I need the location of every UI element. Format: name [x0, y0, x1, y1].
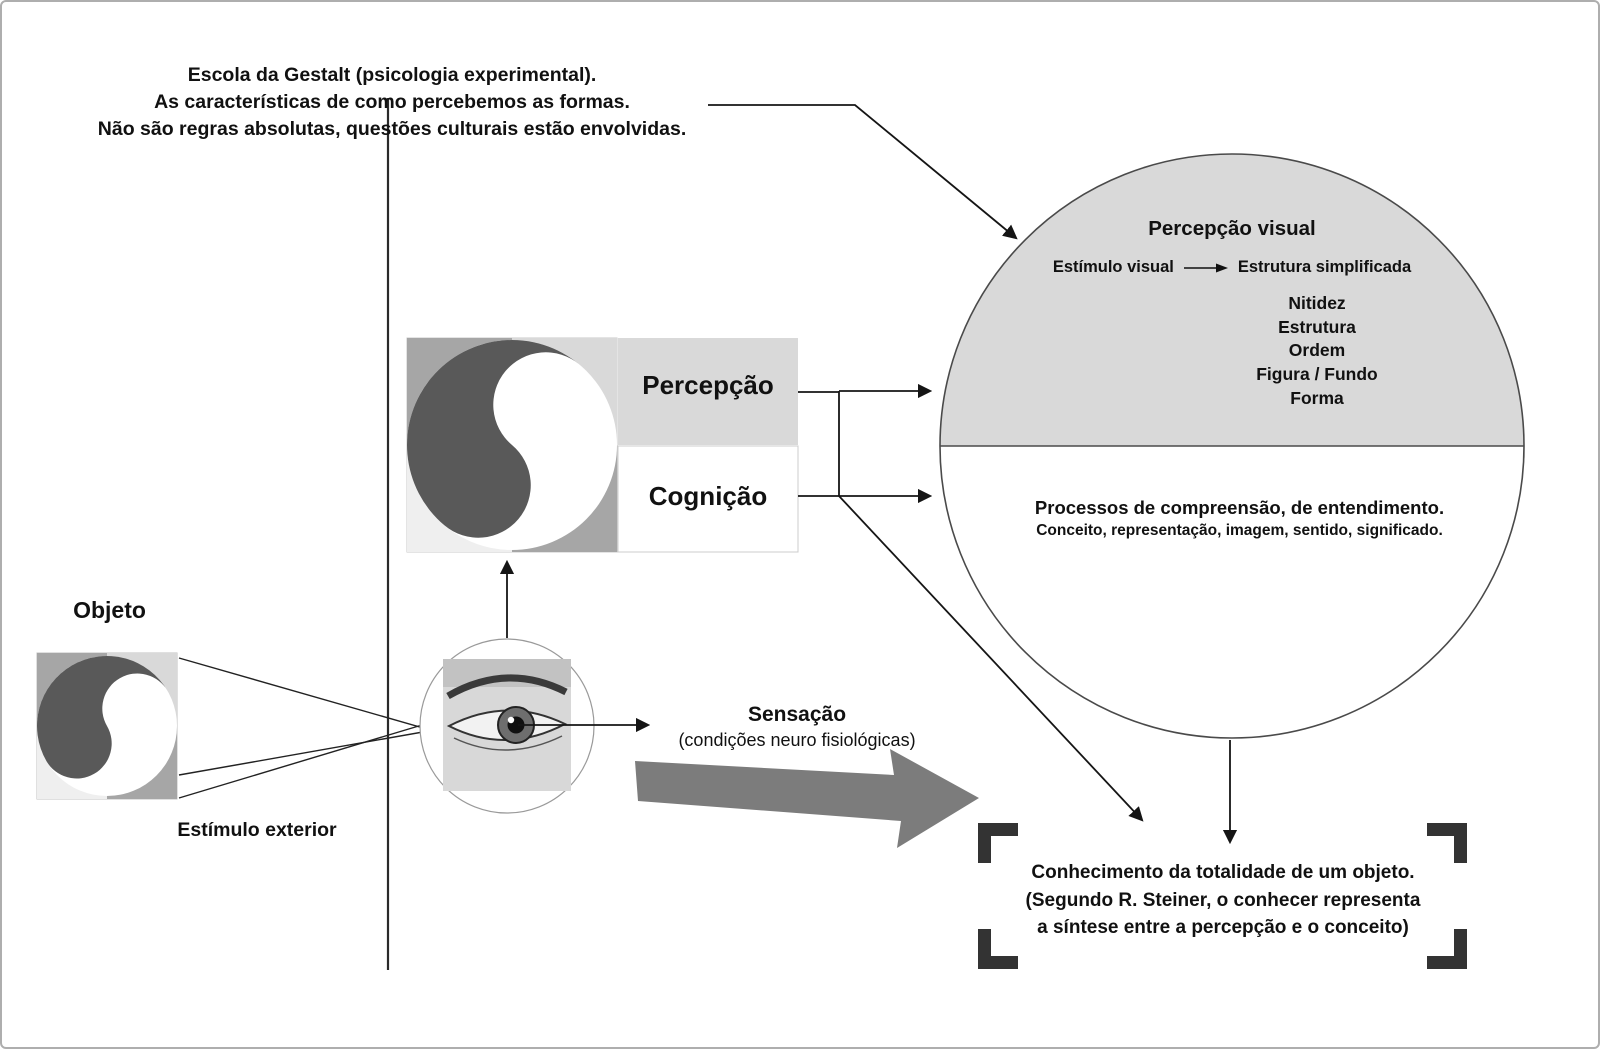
stimulus-visual-label: Estímulo visual — [1052, 258, 1174, 276]
quality-item: Estrutura — [1278, 316, 1356, 337]
note-pointer-arrow — [708, 105, 1016, 238]
sensation-subtitle: (condições neuro fisiológicas) — [678, 730, 916, 750]
sensation-block-arrow — [635, 749, 979, 848]
gestalt-note — [42, 62, 742, 143]
perception-circle — [940, 154, 1524, 738]
perception-qualities-list — [1167, 292, 1467, 411]
exterior-stimulus-label: Estímulo exterior — [177, 819, 337, 841]
processes-detail: Conceito, representação, imagem, sentido, significado. — [1036, 522, 1443, 539]
sensation-title: Sensação — [747, 703, 847, 726]
gestalt-note-line: Não são regras absolutas, questões culturais estão envolvidas. — [97, 118, 687, 140]
processes-title: Processos de compreensão, de entendimento. — [1034, 497, 1445, 518]
quality-item: Forma — [1290, 387, 1344, 408]
object-square-image — [11, 630, 185, 799]
sensation-block — [652, 703, 942, 751]
object-label: Objeto — [73, 597, 146, 623]
eye-image — [420, 639, 594, 813]
yinyang-image-large — [364, 297, 620, 559]
quality-item: Nitidez — [1288, 293, 1346, 313]
comprehension-processes — [952, 497, 1527, 540]
quality-item: Figura / Fundo — [1256, 364, 1378, 385]
structure-simplified-label: Estrutura simplificada — [1237, 258, 1412, 276]
eye-glint — [508, 717, 514, 723]
perception-box-label: Percepção — [642, 370, 774, 400]
circle-bottom-half — [940, 446, 1524, 738]
gestalt-note-line: As características de como percebemos as formas. — [154, 91, 630, 113]
perception-circle-title: Percepção visual — [1148, 217, 1316, 240]
cognition-box-label: Cognição — [648, 481, 768, 511]
knowledge-line: a síntese entre a percepção e o conceito) — [1037, 917, 1409, 938]
quality-item: Ordem — [1288, 340, 1346, 361]
gestalt-note-line: Escola da Gestalt (psicologia experimental). — [187, 64, 597, 86]
right-arrow-icon — [1183, 262, 1229, 274]
knowledge-line: (Segundo R. Steiner, o conhecer representa — [1025, 889, 1421, 911]
knowledge-line: Conhecimento da totalidade de um objeto. — [1031, 862, 1415, 883]
knowledge-block — [992, 859, 1454, 942]
stimulus-structure-row — [1002, 258, 1462, 277]
